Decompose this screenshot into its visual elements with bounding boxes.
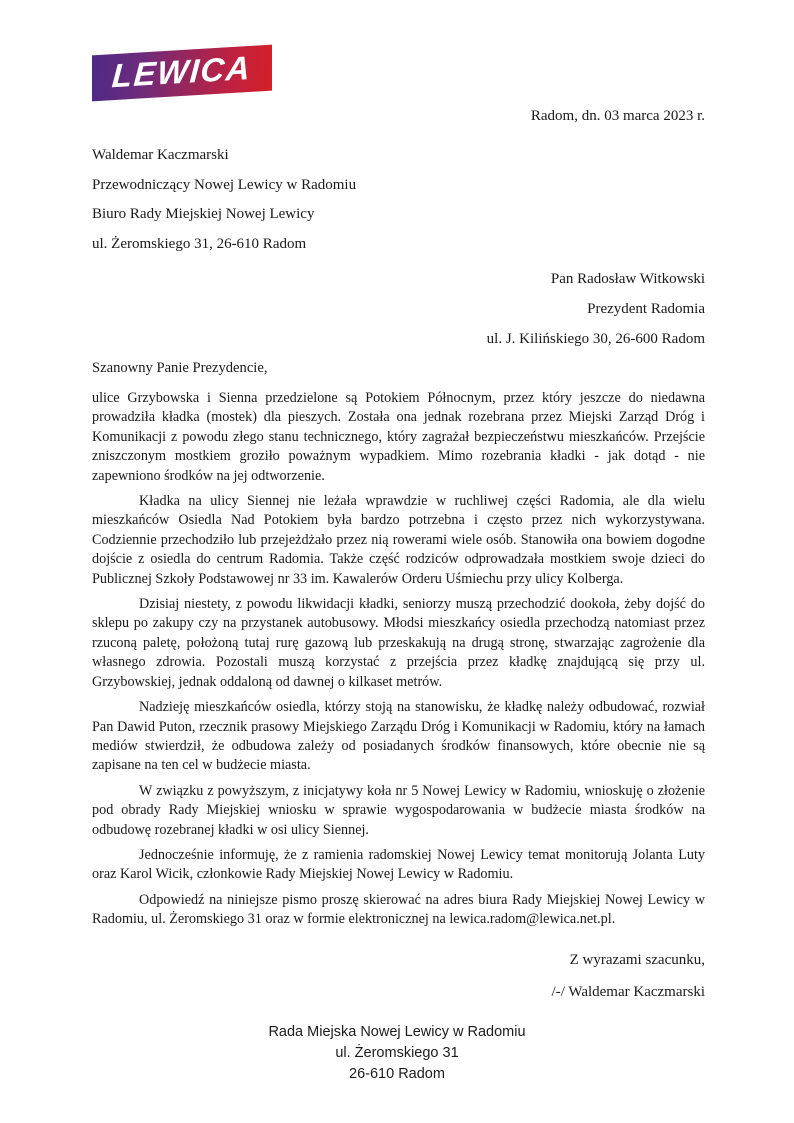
footer-block bbox=[0, 1022, 794, 1085]
sender-name: Waldemar Kaczmarski bbox=[92, 147, 229, 163]
sender-address: ul. Żeromskiego 31, 26-610 Radom bbox=[92, 235, 307, 252]
sender-block bbox=[92, 141, 356, 259]
paragraph-5: W związku z powyższym, z inicjatywy koła nr 5 Nowej Lewicy w Radomiu, wnioskuję o złożenie pod obrady Rady Miejskiej wniosku w sprawie wygospodarowania w budżecie miasta środków na odbudowę rozebranej kładki w osi ulicy Siennej. bbox=[92, 782, 705, 838]
paragraph-2: Kładka na ulicy Siennej nie leżała wprawdzie w ruchliwej części Radomia, ale dla wielu mieszkańców Osiedla Nad Potokiem była bardzo potrzebna i często przez nich wykorzystywana. Codziennie przechodziło lub przejeżdżało przez nią rowerami wiele osób. Stanowiła ona bowiem dogodne dojście z osiedla do centrum Radomia. Także część rodziców odprowadzała mostkiem swoje dzieci do Publicznej Szkoły Podstawowej nr 33 im. Kawalerów Orderu Uśmiechu przy ulicy Kolberga. bbox=[92, 493, 705, 587]
lewica-logo-text: LEWICA bbox=[111, 48, 253, 95]
footer-city: 26-610 Radom bbox=[349, 1066, 445, 1082]
letter-body bbox=[92, 358, 705, 936]
paragraph-7: Odpowiedź na niniejsze pismo proszę skierować na adres biura Rady Miejskiej Nowej Lewicy w Radomiu, ul. Żeromskiego 31 oraz w formie elektronicznej na lewica.radom@lewica.net.pl. bbox=[92, 891, 705, 928]
sender-office: Biuro Rady Miejskiej Nowej Lewicy bbox=[92, 206, 315, 223]
valediction: Z wyrazami szacunku, bbox=[569, 952, 705, 968]
recipient-block bbox=[487, 264, 705, 354]
footer-street: ul. Żeromskiego 31 bbox=[335, 1045, 459, 1061]
closing-block bbox=[552, 950, 705, 1002]
footer-organization: Rada Miejska Nowej Lewicy w Radomiu bbox=[268, 1024, 526, 1040]
paragraph-4: Nadzieję mieszkańców osiedla, którzy stoją na stanowisku, że kładkę należy odbudować, rozwiał Pan Dawid Puton, rzecznik prasowy Miejskiego Zarządu Dróg i Komunikacji w Radomiu, który na łamach mediów stwierdził, że odbudowa zależy od posiadanych środków finansowych, które obecnie nie są zapisane na ten cel w budżecie miasta. bbox=[92, 699, 705, 774]
recipient-address: ul. J. Kilińskiego 30, 26-600 Radom bbox=[486, 331, 705, 347]
recipient-name: Pan Radosław Witkowski bbox=[550, 271, 705, 287]
paragraph-6: Jednocześnie informuję, że z ramienia radomskiej Nowej Lewicy temat monitorują Jolanta Luty oraz Karol Wicik, członkowie Rady Miejskiej Nowej Lewicy w Radomiu. bbox=[92, 846, 705, 883]
sender-title: Przewodniczący Nowej Lewicy w Radomiu bbox=[92, 176, 357, 193]
date-line: Radom, dn. 03 marca 2023 r. bbox=[530, 108, 705, 124]
paragraph-1: ulice Grzybowska i Sienna przedzielone są Potokiem Północnym, przez który jeszcze do niedawna prowadziła kładka (mostek) dla pieszych. Została ona jednak rozebrana przez Miejski Zarząd Dróg i Komunikacji z powodu złego stanu technicznego, który zagrażał bezpieczeństwu mieszkańców. Przejście zniszczonym mostkiem groziło poważnym wypadkiem. Mimo rozebrania kładki - jak dotąd - nie zapewniono środków na jej odtworzenie. bbox=[92, 390, 705, 484]
signature: /-/ Waldemar Kaczmarski bbox=[551, 984, 705, 1000]
lewica-logo bbox=[92, 45, 272, 102]
paragraph-3: Dzisiaj niestety, z powodu likwidacji kładki, seniorzy muszą przechodzić dookoła, żeby dojść do sklepu po zakupy czy na przystanek autobusowy. Młodsi mieszkańcy osiedla przechodzą natomiast przez rzuconą paletę, położoną tutaj rurę gazową lub przeskakują na drugą stronę, stwarzając zagrożenie dla własnego zdrowia. Pozostali muszą korzystać z przejścia przez kładkę znajdującą się przy ul. Grzybowskiej, jednak oddaloną od dawnej o kilkaset metrów. bbox=[92, 596, 705, 690]
salutation: Szanowny Panie Prezydencie, bbox=[92, 360, 268, 376]
recipient-title: Prezydent Radomia bbox=[587, 301, 705, 317]
